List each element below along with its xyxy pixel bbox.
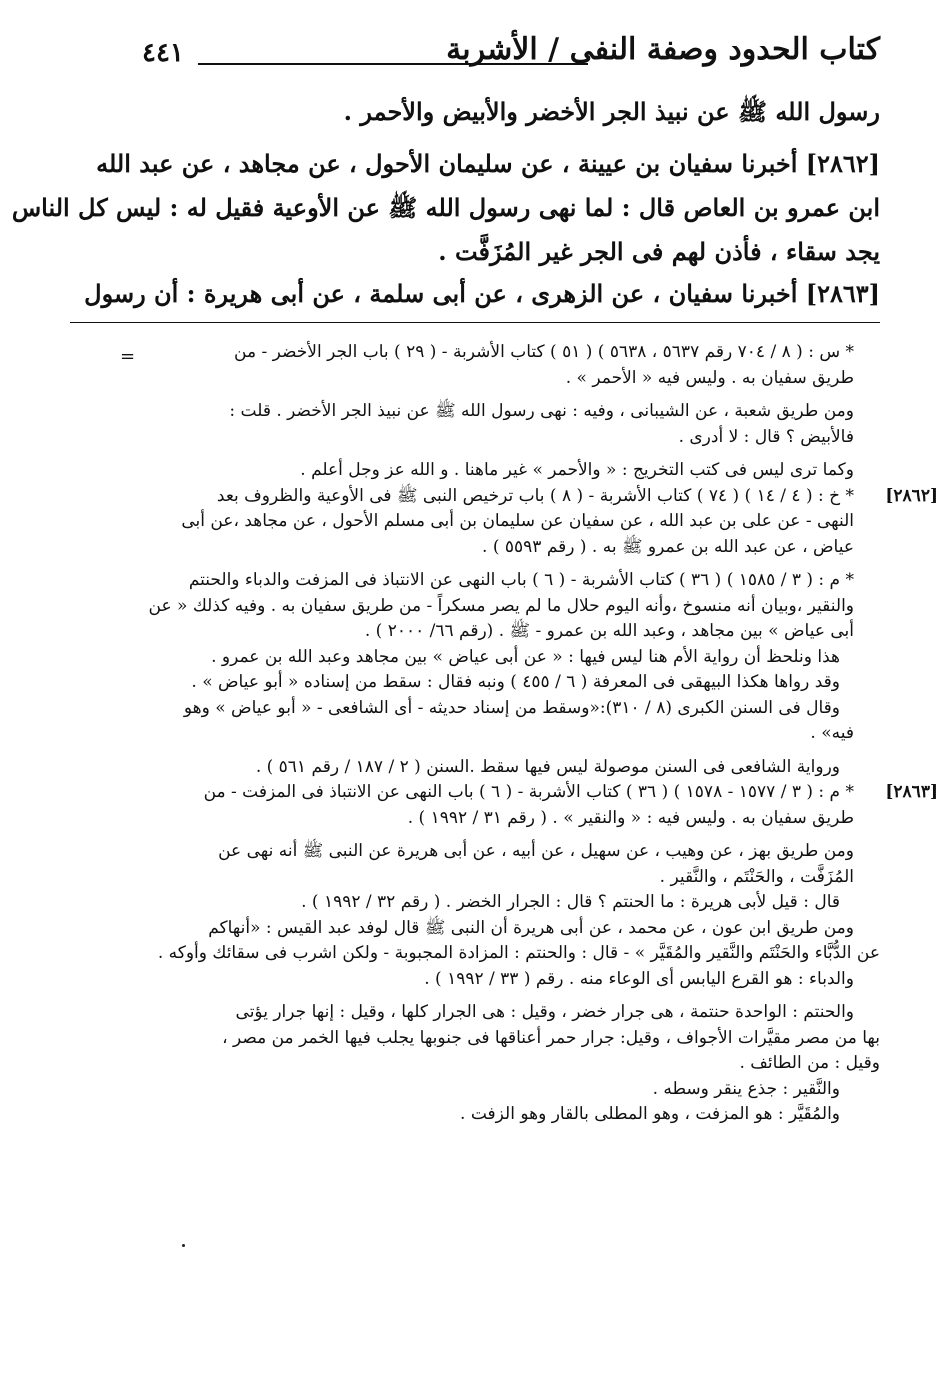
- footnote-line: عياض ، عن عبد الله بن عمرو ﷺ به . ( رقم ٥٥٩٣ ) .: [482, 536, 854, 557]
- footnote-line: ومن طريق شعبة ، عن الشيبانى ، وفيه : نهى رسول الله ﷺ عن نبيذ الجر الأخضر . قلت :: [229, 401, 854, 421]
- main-text-hadith-2863: [84, 272, 880, 316]
- footnote-line: ومن طريق ابن عون ، عن محمد ، عن أبى هريرة أن النبى ﷺ قال لوفد عبد القيس : «أنهاكم: [208, 917, 854, 938]
- main-line: رسول الله ﷺ عن نبيذ الجر الأخضر والأبيض والأحمر .: [343, 97, 880, 126]
- print-speck: [182, 1244, 185, 1247]
- footnote-line: بها من مصر مقيَّرات الأجواف ، وقيل: جرار حمر أعناقها فى جنوبها يجلب فيها الخمر من مصر ،: [222, 1027, 880, 1048]
- footnote-line: ومن طريق بهز ، عن وهيب ، عن سهيل ، عن أبيه ، عن أبى هريرة عن النبى ﷺ أنه نهى عن: [218, 841, 854, 861]
- footnote-rule: [70, 322, 880, 323]
- footnote-line: والدباء : هو القرع اليابس أى الوعاء منه . رقم ( ٣٣ / ١٩٩٢ ) .: [424, 968, 854, 989]
- footnote-line: والنقير ،وبيان أنه منسوخ ،وأنه اليوم حلال ما لم يصر مسكراً - من طريق سفيان به . وفيه كذلك « عن: [148, 595, 854, 616]
- footnote-line: ورواية الشافعى فى السنن موصولة ليس فيها سقط .السنن ( ٢ / ١٨٧ / رقم ٥٦١ ) .: [255, 756, 840, 777]
- footnote-line: والمُقَيَّر : هو المزفت ، وهو المطلى بالقار وهو الزفت .: [460, 1104, 840, 1124]
- footnote-line: أبى عياض » بين مجاهد ، وعبد الله بن عمرو - ﷺ . (رقم ٦٦/ ٢٠٠٠ ) .: [364, 621, 854, 641]
- main-text: [140, 90, 880, 140]
- footnote-line: * خ : ( ٤ / ١٤ ) ( ٧٤ ) كتاب الأشربة - ( ٨ ) باب ترخيص النبى ﷺ فى الأوعية والظروف بعد: [216, 485, 854, 506]
- running-header-title: كتاب الحدود وصفة النفى / الأشربة: [446, 32, 880, 67]
- footnote-label-2863: [٢٨٦٣]: [885, 782, 938, 802]
- footnote-label-2862: [٢٨٦٢]: [885, 485, 938, 506]
- footnote-line: قال : قيل لأبى هريرة : ما الحنتم ؟ قال : الجرار الخضر . ( رقم ٣٢ / ١٩٩٢ ) .: [301, 892, 840, 912]
- footnote-line: فيه» .: [810, 723, 854, 743]
- footnote-line: وقيل : من الطائف .: [739, 1053, 880, 1073]
- footnote-line: وكما ترى ليس فى كتب التخريج : « والأحمر » غير ماهنا . و الله عز وجل أعلم .: [300, 460, 854, 480]
- footnote-line: والحنتم : الواحدة حنتمة ، هى جرار خضر ، وقيل : هى الجرار كلها ، وقيل : إنها جرار يؤتى: [235, 1002, 854, 1022]
- header-rule: [198, 63, 588, 65]
- footnote-line: * م : ( ٣ / ١٥٨٥ ) ( ٣٦ ) كتاب الأشربة - ( ٦ ) باب النهى عن الانتباذ فى المزفت والدباء والحنتم: [188, 570, 854, 590]
- main-line: ابن عمرو بن العاص قال : لما نهى رسول الله ﷺ عن الأوعية فقيل له : ليس كل الناس: [11, 193, 880, 222]
- main-line: [٢٨٦٢] أخبرنا سفيان بن عيينة ، عن سليمان الأحول ، عن مجاهد ، عن عبد الله: [96, 149, 880, 178]
- main-text-hadith-2862: [11, 142, 880, 274]
- footnote-line: وقد رواها هكذا البيهقى فى المعرفة ( ٦ / ٤٥٥ ) ونبه فقال : سقط من إسناده « أبو عياض » .: [191, 672, 840, 692]
- footnote-line: وقال فى السنن الكبرى (٨ / ٣١٠):«وسقط من إسناد حديثه - أى الشافعى - « أبو عياض » وهو: [183, 697, 840, 718]
- footnote-line: المُزَفَّت ، والحَنْتَم ، والنَّقير .: [659, 866, 854, 887]
- footnote-line: طريق سفيان به . وليس فيه « الأحمر » .: [565, 367, 854, 388]
- footnote-line: هذا ونلحظ أن رواية الأم هنا ليس فيها : « عن أبى عياض » بين مجاهد وعبد الله بن عمرو .: [211, 646, 840, 667]
- footnote-line: * م : ( ٣ / ١٥٧٧ - ١٥٧٨ ) ( ٣٦ ) كتاب الأشربة - ( ٦ ) باب النهى عن الانتباذ فى المزفت - من: [203, 782, 854, 802]
- continuation-marker: =: [120, 346, 136, 367]
- footnote-line: * س : ( ٨ / ٧٠٤ رقم ٥٦٣٧ ، ٥٦٣٨ ) ( ٥١ ) كتاب الأشربة - ( ٢٩ ) باب الجر الأخضر - من: [234, 342, 854, 362]
- footnote-line: عن الدُّبَّاء والحَنْتَم والنَّقير والمُقَيَّر » - قال : والحنتم : المزادة المجبوبة - ولكن اشرب فى سقائك وأوكه .: [157, 943, 880, 963]
- footnotes: [120, 340, 938, 1128]
- footnote-line: والنَّقير : جذع ينقر وسطه .: [652, 1078, 840, 1099]
- footnote-line: طريق سفيان به . وليس فيه : « والنقير » . ( رقم ٣١ / ١٩٩٢ ) .: [407, 807, 854, 828]
- page-number: ٤٤١: [142, 38, 184, 68]
- footnote-line: النهى - عن على بن عبد الله ، عن سفيان عن سليمان بن أبى مسلم الأحول ، عن مجاهد ،عن أبى: [181, 511, 854, 531]
- main-line: يجد سقاء ، فأذن لهم فى الجر غير المُزَفَّت .: [438, 237, 880, 266]
- footnote-line: فالأبيض ؟ قال : لا أدرى .: [678, 426, 854, 447]
- main-line: [٢٨٦٣] أخبرنا سفيان ، عن الزهرى ، عن أبى سلمة ، عن أبى هريرة : أن رسول: [84, 279, 880, 308]
